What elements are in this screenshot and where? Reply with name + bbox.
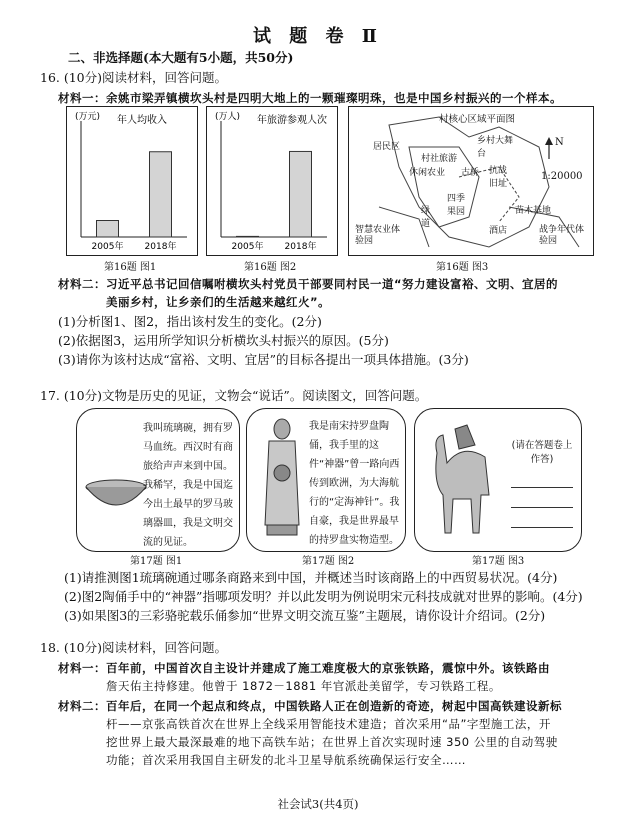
q16-chart1: [67, 107, 197, 255]
map-label: 智慧农业体验园: [355, 225, 401, 246]
glass-bowl-icon: [81, 473, 151, 523]
map-label: 抗战旧址: [489, 166, 508, 189]
map-label: 绿道: [421, 206, 431, 229]
map-label: 古桥: [461, 168, 480, 178]
page-footer: 社会试3(共4页): [277, 797, 359, 811]
q17-sub3: (3)如果图3的三彩骆驼载乐俑参加“世界文明交流互鉴”主题展，请你设计介绍词。(2分): [64, 608, 546, 623]
q18-stem: 18. (10分)阅读材料，回答问题。: [40, 640, 228, 655]
q16-sub2: (2)依据图3，运用所学知识分析横坎头村振兴的原因。(5分): [58, 333, 389, 348]
q18-m2-line4: 功能；首次采用我国自主研发的北斗卫星导航系统确保运行安全……: [106, 753, 466, 767]
chart-title: 年人均收入: [117, 115, 167, 126]
x-tick-label: 2005年: [91, 242, 124, 252]
map-label: 战争年代体验园: [539, 225, 585, 246]
q16-chart1-caption: 第16题 图1: [104, 262, 157, 273]
bar: [150, 152, 172, 237]
q17-stem: 17. (10分)文物是历史的见证，文物会“说话”。阅读图文，回答问题。: [40, 388, 428, 403]
map-label: 乡村大舞台: [477, 136, 514, 159]
q16-chart2: [207, 107, 337, 255]
q16-chart1-frame: [66, 106, 198, 256]
map-label: 酒店: [489, 226, 508, 236]
q17-panel2-caption: 第17题 图2: [302, 556, 355, 567]
q16-chart2-caption: 第16题 图2: [244, 262, 297, 273]
q17-sub2: (2)图2陶俑手中的“神器”指哪项发明？并以此发明为例说明宋元科技成就对世界的影响。(4分): [64, 589, 583, 604]
x-tick-label: 2018年: [284, 242, 317, 252]
answer-line: [511, 527, 573, 528]
y-axis-unit: (万元): [75, 112, 101, 122]
q16-material2-line1: 材料二：习近平总书记回信嘱咐横坎头村党员干部要同村民一道“努力建设富裕、文明、宜居的: [58, 277, 559, 291]
y-axis-unit: (万人): [215, 112, 241, 122]
x-tick-label: 2018年: [144, 242, 177, 252]
pottery-figurine-icon: [257, 415, 307, 545]
camel-figurine-icon: [423, 423, 503, 543]
q16-sub3: (3)请你为该村达成“富裕、文明、宜居”的目标各提出一项具体措施。(3分): [58, 352, 469, 367]
section-heading: 二、非选择题(本大题有5小题，共50分): [68, 50, 294, 65]
q17-panel3-caption: 第17题 图3: [472, 556, 525, 567]
q17-panel2: [246, 408, 406, 552]
answer-line: [511, 487, 573, 488]
q17-panel1-caption: 第17题 图1: [130, 556, 183, 567]
map-label: 休闲农业: [409, 168, 446, 178]
q16-map-caption: 第16题 图3: [436, 262, 489, 273]
q16-sub1: (1)分析图1、图2，指出该村发生的变化。(2分): [58, 314, 322, 329]
map-label: 村社旅游: [421, 154, 458, 164]
bar: [97, 221, 119, 238]
q17-panel2-text: 我是南宋持罗盘陶俑，我手里的这件“神器”曾一路向西传到欧洲，为大海航行的“定海神针”。我自豪，我是世界最早的持罗盘实物造型。: [309, 421, 400, 546]
map-label: 四季果园: [447, 194, 466, 217]
answer-line: [511, 507, 573, 508]
q16-chart2-frame: [206, 106, 338, 256]
map-scale: 1:20000: [541, 171, 583, 182]
page-title: 试 题 卷 Ⅱ: [253, 26, 383, 47]
q18-m1-line2: 詹天佑主持修建。他曾于 1872－1881 年官派赴美留学，专习铁路工程。: [106, 679, 501, 693]
map-title: 村核心区域平面图: [439, 114, 516, 125]
bar: [237, 236, 259, 237]
q17-panel1: [76, 408, 240, 552]
q18-m2-line1: 材料二：百年后，在同一个起点和终点，中国铁路人正在创造新的奇迹，树起中国高铁建设新标: [58, 699, 562, 713]
q18-m2-line2: 杆——京张高铁首次在世界上全线采用智能技术建造；首次采用“品”字型施工法，开: [106, 717, 551, 731]
map-north-label: N: [555, 137, 564, 148]
map-label: 居民区: [373, 142, 401, 152]
chart-title: 年旅游参观人次: [257, 115, 327, 126]
q18-m2-line3: 挖世界上最大最深最难的地下高铁车站；在世界上首次实现时速 350 公里的自动驾驶: [106, 735, 558, 749]
q18-m1-line1: 材料一：百年前，中国首次自主设计并建成了施工难度极大的京张铁路，震惊中外。该铁路由: [58, 661, 550, 675]
q17-panel3: [414, 408, 582, 552]
q17-sub1: (1)请推测图1琉璃碗通过哪条商路来到中国，并概述当时该商路上的中西贸易状况。(4分): [64, 570, 558, 585]
q17-panel3-prompt: (请在答题卷上作答): [511, 440, 573, 465]
bar: [290, 151, 312, 237]
x-tick-label: 2005年: [231, 242, 264, 252]
q16-material2-line2: 美丽乡村，让乡亲们的生活越来越红火”。: [106, 295, 331, 309]
map-label: 苗木基地: [515, 206, 552, 216]
q16-stem: 16. (10分)阅读材料，回答问题。: [40, 70, 228, 85]
q16-material1: 材料一：余姚市梁弄镇横坎头村是四明大地上的一颗璀璨明珠，也是中国乡村振兴的一个样本。: [58, 91, 562, 105]
q16-map-frame: [348, 106, 594, 256]
q17-panel1-text: 我叫琉璃碗，拥有罗马血统。西汉时有商旅给声声来到中国。我稀罕，我是中国迄今出土最早的罗马玻璃器皿，我是文明交流的见证。: [143, 423, 233, 548]
